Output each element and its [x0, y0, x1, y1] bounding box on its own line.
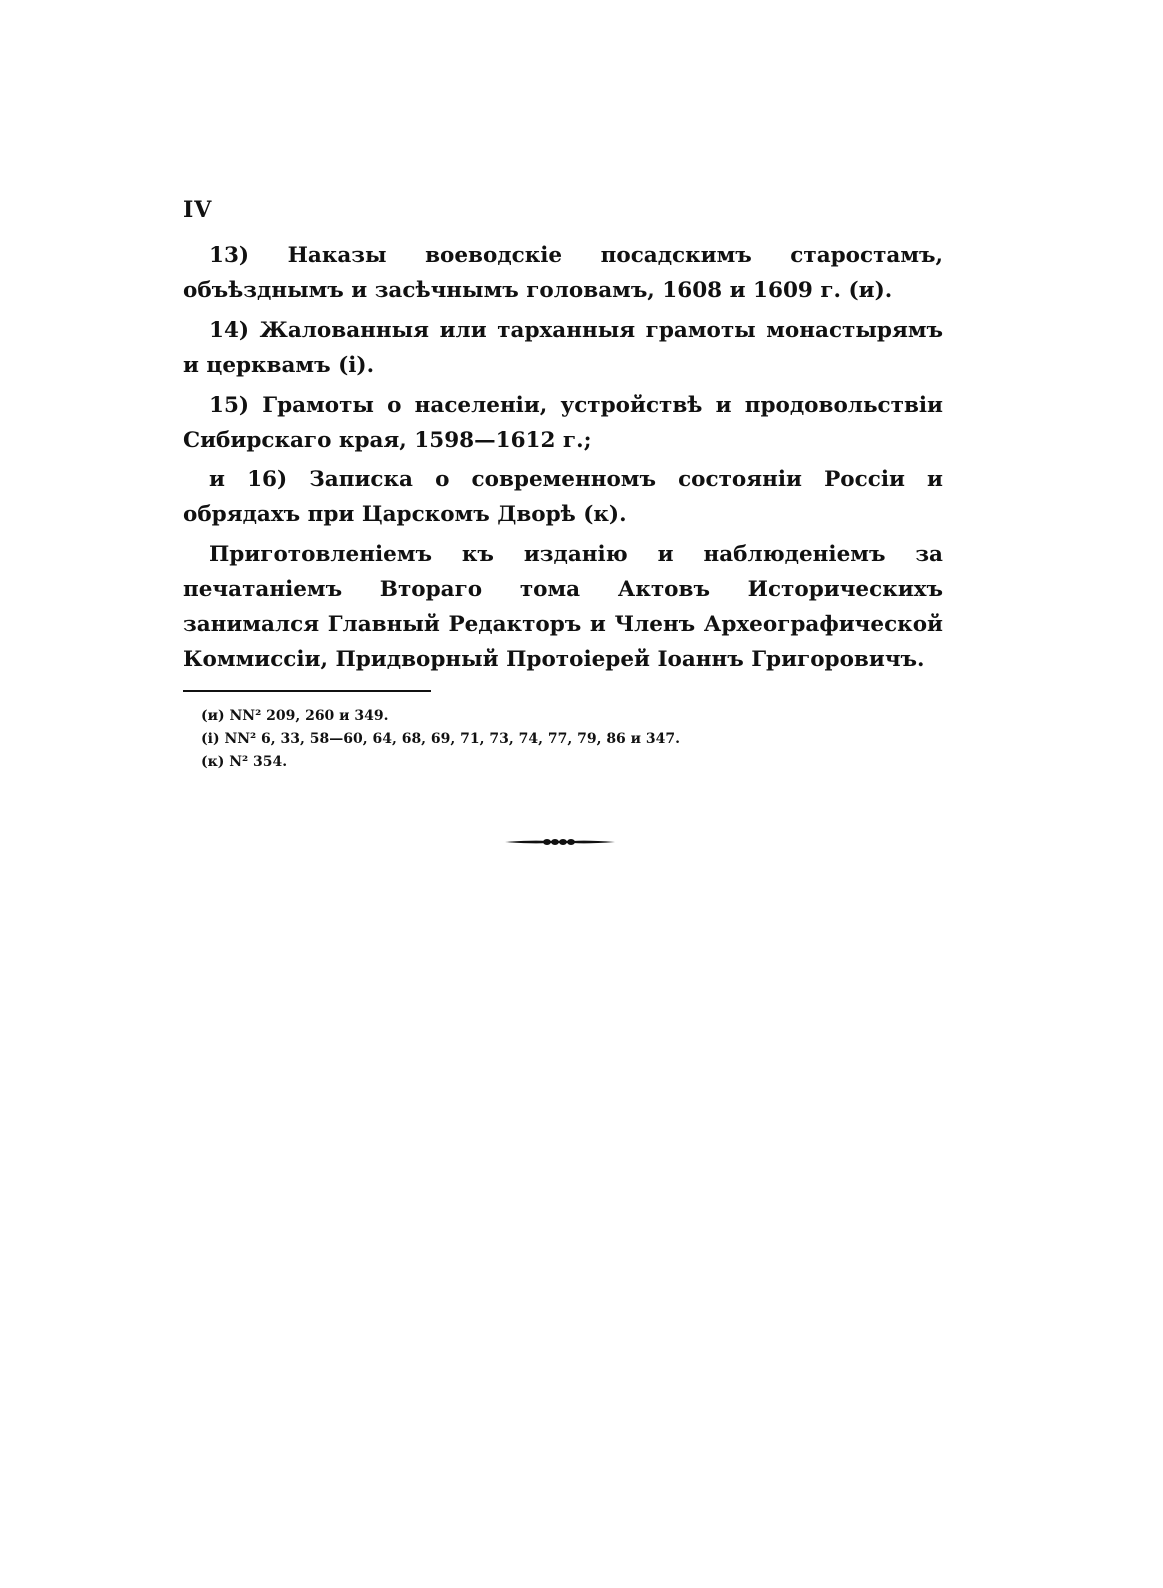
paragraph-item-13: 13) Наказы воеводскіе посадскимъ старостамъ, объѣзднымъ и засѣчнымъ головамъ, 1608 и 1609 г. (и).	[183, 243, 943, 303]
paragraph-item-16: и 16) Записка о современномъ состояніи Россіи и обрядахъ при Царскомъ Дворѣ (к).	[183, 467, 943, 527]
footnote-item: (і) NN² 6, 33, 58—60, 64, 68, 69, 71, 73, 74, 77, 79, 86 и 347.	[201, 731, 681, 747]
paragraph-item-15: 15) Грамоты о населеніи, устройствѣ и продовольствіи Сибирскаго края, 1598—1612 г.;	[183, 393, 943, 453]
footnotes-list	[201, 705, 680, 774]
footnote-divider	[183, 690, 431, 692]
footnote-item: (к) N² 354.	[201, 754, 288, 770]
page-number: IV	[183, 197, 213, 223]
paragraph-item-14: 14) Жалованныя или тарханныя грамоты монастырямъ и церквамъ (і).	[183, 318, 943, 378]
editor-paragraph: Приготовленіемъ къ изданію и наблюденіемъ за печатаніемъ Вторaго тома Актовъ Историческихъ занимался Главный Редакторъ и Членъ Археографической Коммиссіи, Придворный Протоіерей Іоаннъ Григоровичъ.	[183, 542, 943, 672]
ornament-divider-icon	[503, 832, 617, 852]
footnote-item: (и) NN² 209, 260 и 349.	[201, 708, 389, 724]
